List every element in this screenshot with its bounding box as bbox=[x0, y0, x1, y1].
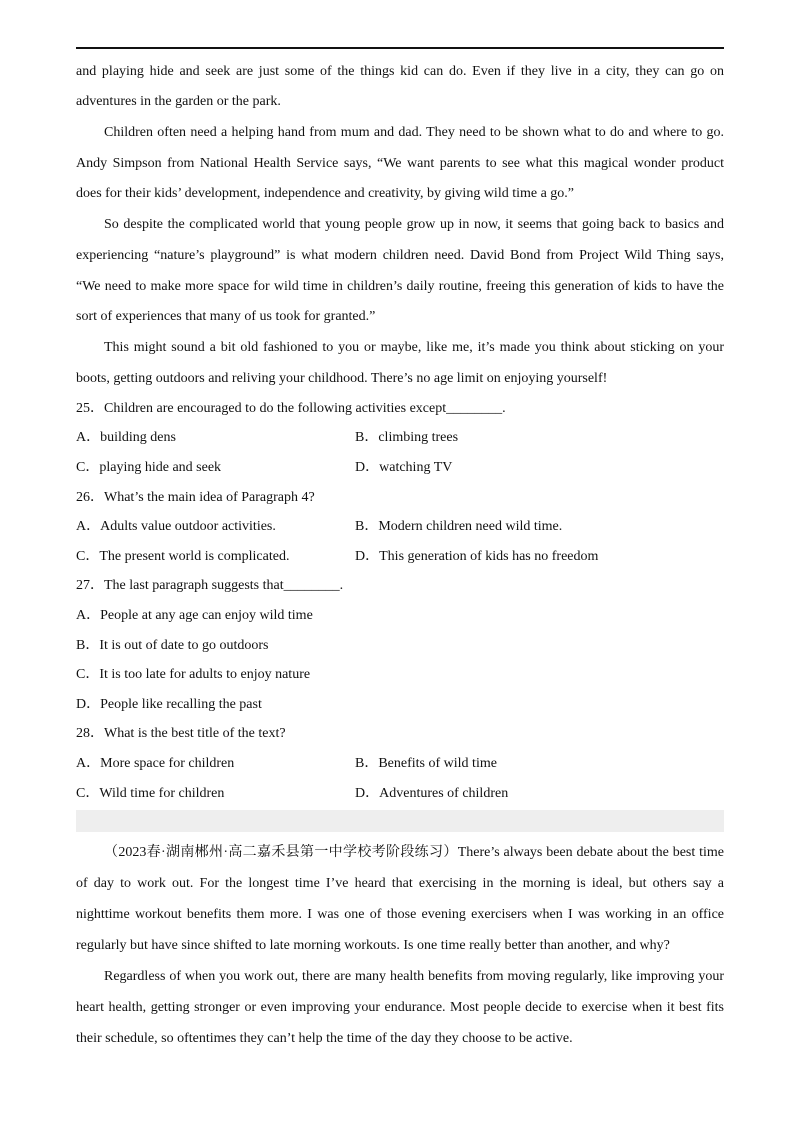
option-text: More space for children bbox=[100, 755, 235, 771]
option-label: A． bbox=[76, 519, 101, 535]
option-text: watching TV bbox=[379, 459, 453, 475]
option-label: D． bbox=[355, 785, 380, 801]
passage-paragraph-1 bbox=[76, 57, 724, 118]
question-26-stem bbox=[76, 483, 724, 513]
passage-line: Children often need a helping hand from mum and dad. They need to be shown what to do and where to go. bbox=[104, 125, 724, 140]
option-text: This generation of kids has no freedom bbox=[379, 548, 599, 564]
option-text: Adventures of children bbox=[379, 785, 509, 801]
passage-line: experiencing “nature’s playground” is what modern children need. David Bond from Project Wild Thing says, bbox=[76, 247, 724, 263]
question-25-options-row bbox=[76, 423, 724, 453]
passage-line: adventures in the garden or the park. bbox=[76, 94, 281, 110]
option-label: B． bbox=[355, 519, 379, 535]
question-26-options-row bbox=[76, 542, 724, 572]
passage-line-text: There’s always been debate about the best time bbox=[457, 844, 724, 860]
question-number: 27． bbox=[76, 578, 104, 594]
passage-line: does for their kids’ development, independence and creativity, by giving wild time a go.” bbox=[76, 186, 575, 202]
question-25-option-c bbox=[76, 453, 355, 483]
option-text: People at any age can enjoy wild time bbox=[100, 607, 313, 623]
passage bbox=[76, 57, 724, 395]
option-label: A． bbox=[76, 755, 101, 771]
question-number: 25． bbox=[76, 400, 104, 416]
question-28-option-a bbox=[76, 749, 355, 779]
option-text: People like recalling the past bbox=[100, 696, 262, 712]
question-27-option-a bbox=[76, 601, 724, 631]
question-28-option-c bbox=[76, 779, 355, 809]
option-text: Modern children need wild time. bbox=[378, 519, 563, 535]
option-label: D． bbox=[355, 548, 380, 564]
question-28-option-d bbox=[355, 779, 508, 809]
passage-line: boots, getting outdoors and reliving your childhood. There’s no age limit on enjoying yourself! bbox=[76, 370, 608, 386]
option-text: playing hide and seek bbox=[99, 459, 222, 475]
option-label: B． bbox=[355, 755, 379, 771]
passage-paragraph-4 bbox=[76, 333, 724, 394]
next-passage-paragraph-1 bbox=[76, 837, 724, 961]
passage-line: of day to work out. For the longest time I’ve heard that exercising in the morning is ideal, but others say a bbox=[76, 875, 724, 891]
question-28-stem bbox=[76, 719, 724, 749]
question-25-stem bbox=[76, 394, 724, 424]
passage-line bbox=[76, 837, 724, 868]
question-28-options-row bbox=[76, 779, 724, 809]
question-text: What’s the main idea of Paragraph 4? bbox=[104, 489, 315, 505]
question-text: What is the best title of the text? bbox=[104, 726, 286, 742]
passage-line: their schedule, so oftentimes they can’t help the time of the day they choose to be active. bbox=[76, 1030, 573, 1046]
question-25-option-a bbox=[76, 423, 355, 453]
option-text: climbing trees bbox=[378, 430, 459, 446]
option-text: It is too late for adults to enjoy nature bbox=[99, 667, 311, 683]
option-text: Adults value outdoor activities. bbox=[100, 519, 276, 535]
option-label: A． bbox=[76, 430, 101, 446]
option-label: D． bbox=[76, 696, 101, 712]
option-label: B． bbox=[355, 430, 379, 446]
option-label: D． bbox=[355, 459, 380, 475]
question-number: 28． bbox=[76, 726, 104, 742]
passage-line: and playing hide and seek are just some of the things kid can do. Even if they live in a city, they can go on bbox=[76, 63, 724, 79]
passage-line: This might sound a bit old fashioned to you or maybe, like me, it’s made you think about sticking on your bbox=[104, 339, 724, 355]
option-text: The present world is complicated. bbox=[99, 548, 290, 564]
question-27-option-c bbox=[76, 660, 724, 690]
question-26-option-c bbox=[76, 542, 355, 572]
option-text: building dens bbox=[100, 430, 176, 446]
option-label: C． bbox=[76, 667, 100, 683]
question-28-option-b bbox=[355, 749, 497, 779]
top-rule bbox=[76, 47, 724, 49]
question-25-option-b bbox=[355, 423, 458, 453]
section-divider bbox=[76, 810, 724, 832]
question-text: The last paragraph suggests that________. bbox=[104, 578, 344, 594]
passage-line: So despite the complicated world that young people grow up in now, it seems that going back to basics and bbox=[104, 217, 724, 233]
passage-line: “We need to make more space for wild time in children’s daily routine, freeing this generation of kids to have the bbox=[76, 278, 724, 294]
question-27-option-b bbox=[76, 631, 724, 661]
passage-line: Regardless of when you work out, there are many health benefits from moving regularly, like improving your bbox=[104, 968, 724, 984]
question-28-options-row bbox=[76, 749, 724, 779]
question-25-option-d bbox=[355, 453, 452, 483]
question-27-stem bbox=[76, 571, 724, 601]
passage-source: （2023春·湖南郴州·高二嘉禾县第一中学校考阶段练习） bbox=[104, 844, 458, 860]
question-26-option-a bbox=[76, 512, 355, 542]
next-passage-paragraph-2 bbox=[76, 961, 724, 1054]
option-text: Benefits of wild time bbox=[378, 755, 497, 771]
next-passage bbox=[76, 837, 724, 1054]
passage-line: Andy Simpson from National Health Service says, “We want parents to see what this magical wonder product bbox=[76, 155, 724, 171]
question-26-option-b bbox=[355, 512, 562, 542]
option-label: B． bbox=[76, 637, 100, 653]
question-27-option-d bbox=[76, 690, 724, 720]
option-label: A． bbox=[76, 607, 101, 623]
question-26-option-d bbox=[355, 542, 598, 572]
option-text: It is out of date to go outdoors bbox=[99, 637, 269, 653]
question-text: Children are encouraged to do the following activities except________. bbox=[104, 400, 506, 416]
passage-line: nighttime workout benefits them more. I was one of those evening exercisers when I was working in an office bbox=[76, 906, 724, 922]
option-label: C． bbox=[76, 785, 100, 801]
question-25-options-row bbox=[76, 453, 724, 483]
question-number: 26． bbox=[76, 489, 104, 505]
option-label: C． bbox=[76, 459, 100, 475]
passage-line: regularly but have since shifted to late morning workouts. Is one time really better than another, and why? bbox=[76, 937, 670, 953]
questions bbox=[76, 394, 724, 808]
passage-line: heart health, getting stronger or even improving your endurance. Most people decide to exercise when it best fits bbox=[76, 999, 724, 1015]
passage-paragraph-2 bbox=[76, 118, 724, 210]
option-text: Wild time for children bbox=[99, 785, 225, 801]
passage-paragraph-3 bbox=[76, 210, 724, 333]
question-26-options-row bbox=[76, 512, 724, 542]
option-label: C． bbox=[76, 548, 100, 564]
passage-line: sort of experiences that many of us took for granted.” bbox=[76, 309, 376, 325]
